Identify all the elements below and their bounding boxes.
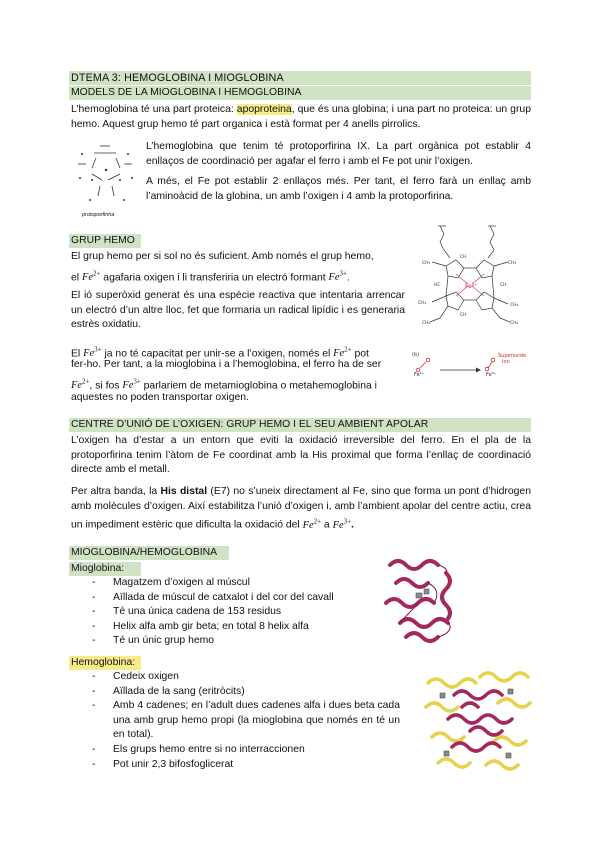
hemoglobina-list-item: - Amb 4 cadenes; en l’adult dues cadenes alfa i dues beta cada una amb grup hemo propi (la mioglobina que només en té un en total).: [92, 699, 400, 743]
svg-text:CH₃: CH₃: [418, 301, 427, 306]
myoglobin-structure-image: [376, 553, 468, 649]
superoxide-ion-label: ion: [502, 359, 510, 365]
mioglobina-list-item: - Magatzem d’oxigen al múscul: [92, 576, 362, 591]
protoporfirina-text: [146, 140, 531, 204]
mioglobina-list-item: - Aïllada de múscul de catxalot i del cor del cavall: [92, 591, 362, 606]
hemoglobin-structure-image: [418, 663, 536, 779]
fe3-symbol: $Fe^{3+}$: [83, 346, 102, 360]
fe2-symbol: $Fe^{2+}$: [302, 517, 322, 531]
hemoglobina-label: Hemoglobina:: [71, 657, 136, 668]
heme-structure-diagram: [410, 218, 535, 378]
intro-text-start: L’hemoglobina té una part proteica:: [71, 104, 237, 115]
mioglobina-list-item: - Té una única cadena de 153 residus: [92, 605, 362, 620]
mioglobina-list-item: - Té un únic grup hemo: [92, 634, 362, 649]
protoporfirina-paragraph-2: A més, el Fe pot establir 2 enllaços més. Per tant, el ferro farà un enllaç amb l’aminoàcid de la globina, un amb l’oxigen i 4 amb la protoporfirina.: [146, 176, 531, 202]
protoporfirina-structure-icon: [72, 140, 142, 212]
superoxide-label: Superoxide: [498, 353, 527, 359]
svg-text:CH: CH: [500, 283, 507, 288]
fe2-symbol: $Fe^{2+}$: [333, 346, 352, 360]
hemoglobina-list-item: - Els grups hemo entre si no interraccionen: [92, 743, 400, 758]
centre-paragraph-1: L’oxigen ha d’estar a un entorn que eviti la oxidació irreversible del ferro. En el pla de la protoporfirina tenim l’àtom de Fe coordinat amb la His proximal que forma l’enllaç de coordinació directe amb el metall.: [71, 435, 531, 476]
figure-label-b: (b): [412, 352, 420, 358]
grup-hemo-line-6: aquestes no poden transportar oxigen.: [71, 392, 249, 403]
intro-text-end: , que és una globina; i una part no proteica: un grup hemo. Aquest grup hemo té part organica i està format per 4 anells pirrolics.: [71, 104, 531, 130]
grup-hemo-line-2: el $Fe^{2+}$ agafaria oxigen i li transferiria un electró formant $Fe^{3+}$.: [71, 270, 350, 284]
his-distal: His distal: [160, 486, 208, 497]
centre-paragraph-2: Per altra banda, la His distal (E7) no s’uneix directament al Fe, sino que forma un pont d’hidrogen amb molècules d’oxigen. Així estabilitza l’unió d’oxigen i, amb l’ambient apolar del centre actiu, crea un impediment estèric que dificulta la oxidació del $Fe^{2+}$ a $Fe^{3+}$.: [71, 486, 531, 531]
fe2-symbol: $Fe^{2+}$: [71, 378, 90, 392]
mioglobina-label: Mioglobina:: [71, 563, 125, 574]
section-title-mio-hemo: MIOGLOBINA/HEMOGLOBINA: [71, 547, 218, 558]
fe2-label: Fe²⁺: [414, 372, 425, 378]
heme-structure-figure: [410, 218, 535, 378]
mioglobina-list: [92, 576, 362, 649]
figure-caption: protoporfirina: [82, 212, 115, 218]
svg-text:CH₂: CH₂: [422, 321, 431, 326]
protoporfirina-paragraph-1: L’hemoglobina que tenim té protoporfirina IX. La part orgànica pot establir 4 enllaços de coordinació per agafar el ferro i amb el Fe pot unir l’oxigen.: [146, 141, 531, 167]
svg-text:CH₂: CH₂: [510, 321, 519, 326]
fe3-symbol: $Fe^{3+}$: [332, 517, 352, 531]
svg-text:CH: CH: [460, 313, 467, 318]
hemoglobina-list: [92, 670, 400, 772]
highlighted-term: apoproteina: [236, 104, 292, 115]
svg-text:CH₃: CH₃: [422, 261, 431, 266]
svg-text:CH₃: CH₃: [508, 261, 517, 266]
myoglobin-ribbon-icon: [376, 553, 468, 649]
protoporfirina-figure: [72, 140, 142, 220]
fe3-label: Fe³⁺: [486, 372, 497, 378]
section-title-models: MODELS DE LA MIOGLOBINA I HEMOGLOBINA: [71, 87, 302, 98]
fe3-symbol: $Fe^{3+}$: [328, 270, 347, 284]
mioglobina-list-item: - Helix alfa amb gir beta; en total 8 helix alfa: [92, 620, 362, 635]
grup-hemo-line-3: El $Fe^{3+}$ ja no té capacitat per unir-se a l’oxigen, només el $Fe^{2+}$ pot: [71, 346, 369, 360]
grup-hemo-paragraph-2: El ió superòxid generat és una espècie reactiva que intentaria arrencar un electró d’un altre lloc, fet que formaria un radical lipídic i es generaria estrès oxidatiu.: [71, 290, 405, 331]
svg-text:CH: CH: [460, 255, 467, 260]
section-title-centre: CENTRE D’UNIÓ DE L’OXIGEN: GRUP HEMO I EL SEU AMBIENT APOLAR: [71, 419, 429, 430]
hemoglobina-list-item: - Aïllada de la sang (eritròcits): [92, 685, 400, 700]
fe2-symbol: $Fe^{2+}$: [81, 270, 101, 284]
intro-paragraph: [71, 103, 531, 132]
fe3-symbol: $Fe^{3+}$: [122, 378, 141, 392]
hemoglobina-list-item: - Pot unir 2,3 bifosfoglicerat: [92, 758, 400, 773]
hemoglobina-list-item: - Cedeix oxigen: [92, 670, 400, 685]
page-title: DTEMA 3: HEMOGLOBINA I MIOGLOBINA: [71, 72, 284, 84]
hemoglobin-ribbon-icon: [418, 663, 536, 779]
svg-text:HC: HC: [434, 283, 441, 288]
grup-hemo-line-5: $Fe^{2+}$, si fos $Fe^{3+}$ parlariem de metamioglobina o metahemoglobina i: [71, 378, 377, 392]
grup-hemo-line-4: fer-ho. Per tant, a la mioglobina i a l’hemoglobina, el ferro ha de ser: [71, 359, 382, 370]
heme-fe-center-label: Fe²⁺: [465, 283, 478, 290]
section-title-grup-hemo: GRUP HEMO: [71, 235, 135, 246]
svg-text:CH₃: CH₃: [510, 303, 519, 308]
grup-hemo-line-1: El grup hemo per si sol no és suficient. Amb només el grup hemo,: [71, 251, 374, 262]
